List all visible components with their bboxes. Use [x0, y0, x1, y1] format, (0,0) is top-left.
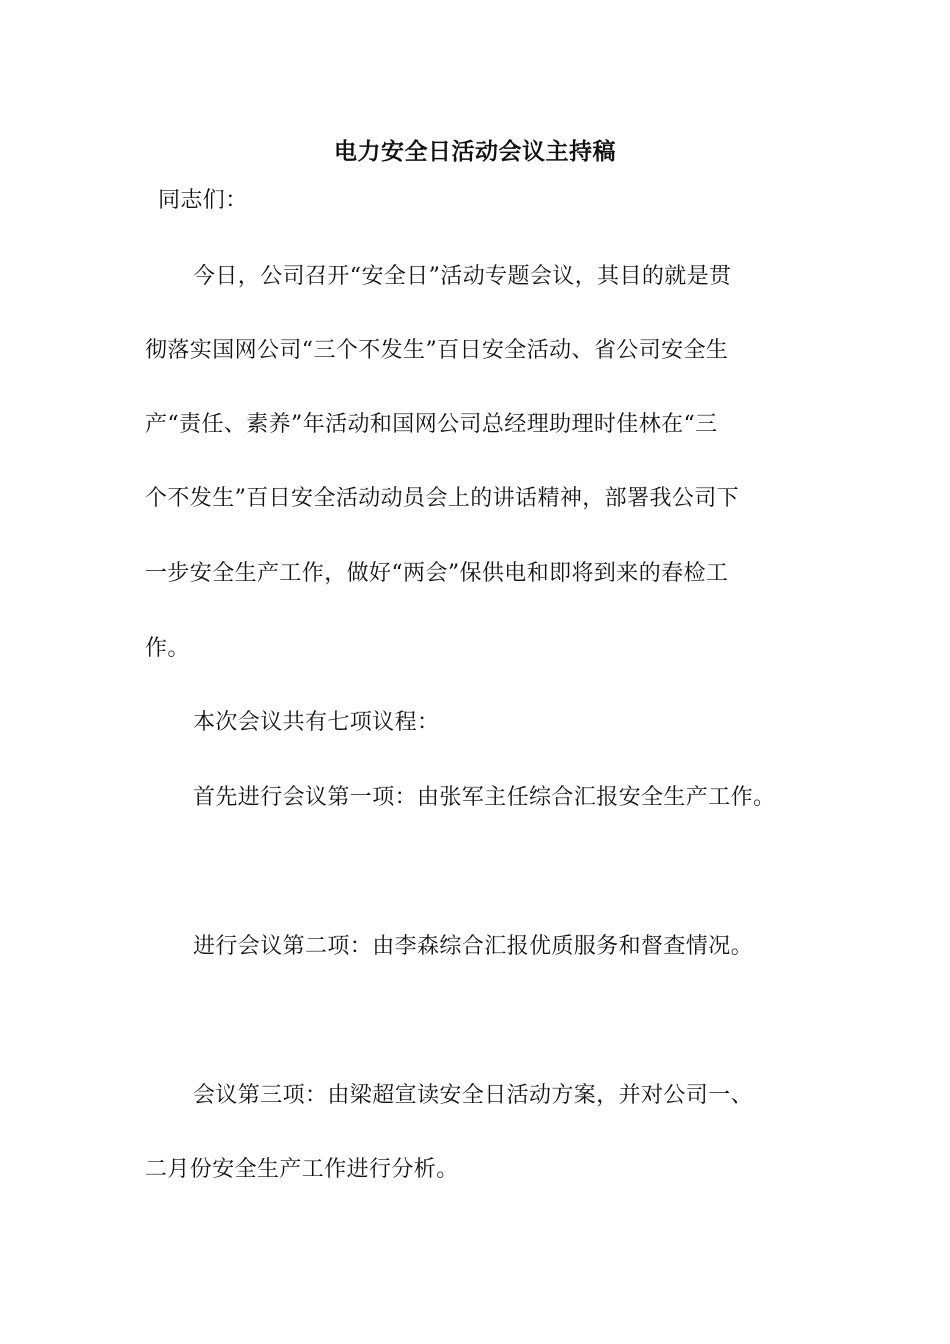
paragraph1-line-5: 一步安全生产工作，做好“两会”保供电和即将到来的春检工	[145, 561, 729, 586]
agenda-item-2: 进行会议第二项：由李森综合汇报优质服务和督查情况。	[193, 934, 754, 959]
agenda-item-3-line-2: 二月份安全生产工作进行分析。	[145, 1157, 459, 1182]
paragraph1-line-1: 今日，公司召开“安全日”活动专题会议，其目的就是贯	[193, 264, 732, 289]
paragraph1-line-2: 彻落实国网公司“三个不发生”百日安全活动、省公司安全生	[145, 338, 729, 363]
salutation: 同志们：	[158, 188, 248, 213]
agenda-item-1: 首先进行会议第一项：由张军主任综合汇报安全生产工作。	[193, 785, 776, 810]
agenda-item-3-line-1: 会议第三项：由梁超宣读安全日活动方案，并对公司一、	[193, 1083, 754, 1108]
agenda-intro: 本次会议共有七项议程：	[193, 710, 440, 735]
paragraph1-line-3: 产“责任、素养”年活动和国网公司总经理助理时佳林在“三	[145, 412, 718, 437]
paragraph1-line-4: 个不发生”百日安全活动动员会上的讲话精神，部署我公司下	[145, 486, 740, 511]
document-title: 电力安全日活动会议主持稿	[334, 138, 616, 165]
paragraph1-line-6: 作。	[145, 636, 190, 661]
